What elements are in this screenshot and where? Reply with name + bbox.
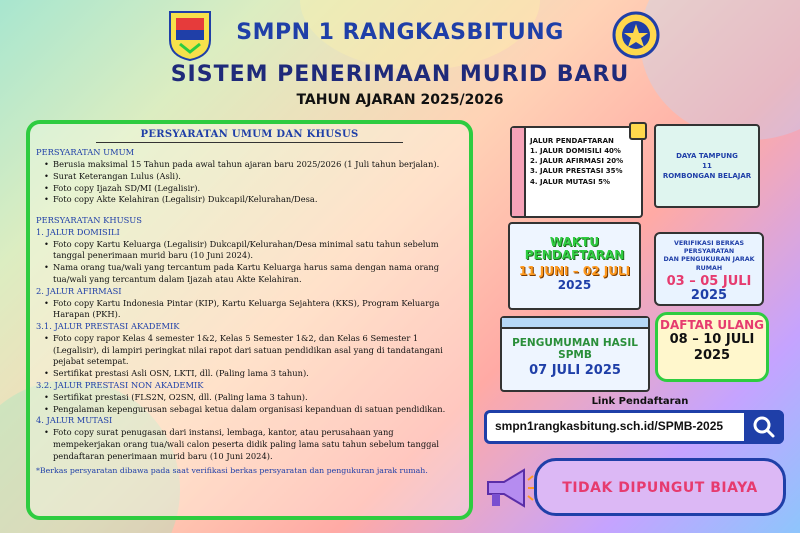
jalur-heading: 2. JALUR AFIRMASI [36,285,122,296]
requirements-panel [26,120,473,520]
pengumuman-title-line2: SPMB [558,349,592,362]
free-of-charge-text: TIDAK DIPUNGUT BIAYA [562,480,758,496]
jalur-list [36,239,463,286]
jalur-item: 2. JALUR AFIRMASI 20% [530,157,624,166]
list-item: • Pengalaman kepengurusan sebagai ketua dalam organisasi kepanduan di satuan pendidikan. [44,404,463,416]
list-item: • Foto copy surat penugasan dari instansi, lembaga, kantor, atau perusahaan yang mempekerjakan orang tua/wali calon peserta didik paling lama satu tahun sebelum tanggal pendaftaran penerimaan murid baru (10 Juni 2024). [44,427,463,462]
daya-tampung-label: DAYA TAMPUNG [676,152,738,160]
list-item: • Surat Keterangan Lulus (Asli). [44,171,463,183]
daya-tampung-unit: ROMBONGAN BELAJAR [662,171,752,180]
jalur-item: 3. JALUR PRESTASI 35% [530,167,623,176]
waktu-title-line2: PENDAFTARAN [524,248,625,263]
jalur-heading: 3.2. JALUR PRESTASI NON AKADEMIK [36,380,204,391]
list-item: • Foto copy Akte Kelahiran (Legalisir) Dukcapil/Kelurahan/Desa. [44,194,463,206]
jalur-heading: 3.1. JALUR PRESTASI AKADEMIK [36,321,180,332]
jalur-list [36,392,463,416]
verifikasi-label: VERIFIKASI BERKAS [673,240,745,247]
waktu-year: 2025 [557,278,592,293]
pin-icon [629,122,647,140]
megaphone-icon [482,462,534,514]
list-item: • Foto copy Ijazah SD/MI (Legalisir). [44,183,463,195]
jalur-card-title: JALUR PENDAFTARAN [530,137,614,145]
page-subtitle: TAHUN AJARAN 2025/2026 [296,92,504,108]
pengumuman-title-line1: PENGUMUMAN HASIL [512,337,638,349]
search-button[interactable] [744,410,784,444]
daftar-ulang-year: 2025 [693,347,731,363]
registration-link-bar[interactable] [484,410,784,444]
verifikasi-dates: 03 – 05 JULI [666,273,752,289]
jalur-item: 4. JALUR MUTASI 5% [530,177,610,186]
list-item: • Berusia maksimal 15 Tahun pada awal tahun ajaran baru 2025/2026 (1 Juli tahun berjalan). [44,159,463,171]
daftar-ulang-card [655,312,769,382]
daftar-ulang-title: DAFTAR ULANG [660,318,764,332]
daya-tampung-count: 11 [702,161,712,170]
pengumuman-date: 07 JULI 2025 [529,363,621,379]
general-requirements-heading: PERSYARATAN UMUM [36,147,135,158]
waktu-title-line1: WAKTU [549,235,600,249]
verifikasi-label: PERSYARATAN [683,248,735,256]
verifikasi-label: DAN PENGUKURAN JARAK [663,256,755,264]
general-requirements-list [36,159,463,206]
list-item: • Sertifikat prestasi (FLS2N, O2SN, dll. (Paling lama 3 tahun). [44,392,463,404]
verifikasi-label: RUMAH [695,264,723,272]
list-item: • Nama orang tua/wali yang tercantum pada Kartu Keluarga harus sama dengan nama orang tua/wali yang tercantum dalam Ijazah atau Akte Kelahiran. [44,262,463,286]
special-requirements-heading: PERSYARATAN KHUSUS [36,215,142,226]
page-title: SISTEM PENERIMAAN MURID BARU [170,62,630,87]
requirements-footnote: *Berkas persyaratan dibawa pada saat verifikasi berkas persyaratan dan pengukuran jarak rumah. [36,465,428,475]
jalur-pendaftaran-card [510,126,643,218]
jalur-list [36,298,463,322]
list-item: • Foto copy Kartu Indonesia Pintar (KIP), Kartu Keluarga Sejahtera (KKS), Program Keluarga Harapan (PKH). [44,298,463,322]
daftar-ulang-dates: 08 – 10 JULI [669,332,755,348]
daya-tampung-card [654,124,760,208]
pengumuman-card [500,316,650,392]
jalur-heading: 1. JALUR DOMISILI [36,226,120,237]
jalur-heading: 4. JALUR MUTASI [36,415,113,426]
card-sidebar [512,128,526,216]
waktu-dates: 11 JUNI – 02 JULI [518,264,631,279]
header [0,0,800,118]
waktu-pendaftaran-card [508,222,641,310]
registration-link[interactable]: smpn1rangkasbitung.sch.id/SPMB-2025 [495,419,724,433]
list-item: • Foto copy rapor Kelas 4 semester 1&2, Kelas 5 Semester 1&2, dan Kelas 6 Semester 1 (Legalisir), di lampiri peringkat nilai rapot dari satuan pendidikan asal yang di tandatangani pejabat setempat. [44,333,463,368]
free-of-charge-banner [534,458,786,516]
school-name: SMPN 1 RANGKASBITUNG [236,20,564,45]
jalur-list [36,333,463,380]
verifikasi-year: 2025 [690,287,728,303]
list-item: • Foto copy Kartu Keluarga (Legalisir) Dukcapil/Kelurahan/Desa minimal satu tahun sebelum tanggal penerimaan murid baru (10 Juni 2024). [44,239,463,263]
window-bar [502,318,648,329]
search-icon [744,410,784,444]
verifikasi-card [654,232,764,306]
requirements-title: PERSYARATAN UMUM DAN KHUSUS [96,128,403,143]
link-label: Link Pendaftaran [591,396,689,407]
list-item: • Sertifikat prestasi Asli OSN, LKTI, dll. (Paling lama 3 tahun). [44,368,463,380]
jalur-list [36,427,463,462]
jalur-item: 1. JALUR DOMISILI 40% [530,147,621,156]
school-seal-icon [612,8,660,62]
